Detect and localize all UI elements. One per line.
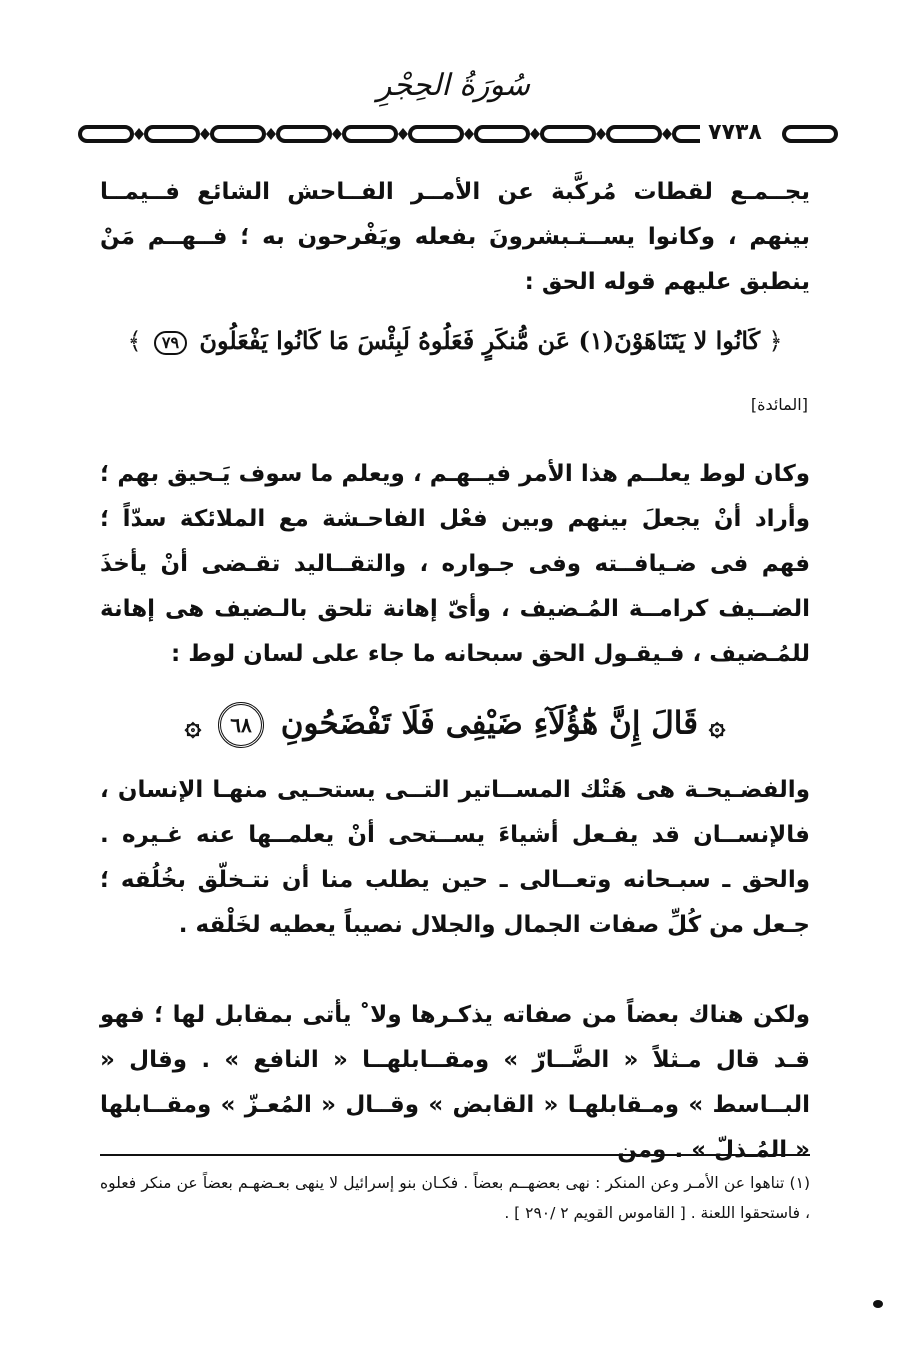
verse-1-number: ٧٩ bbox=[154, 331, 187, 355]
quran-verse-2 bbox=[100, 702, 810, 748]
surah-reference: [المائدة] bbox=[750, 395, 808, 414]
paragraph-1: يجــمـع لقطات مُركَّبة عن الأمــر الفــاحش الشائع فــيمــا بينهم ، وكانوا يســتـبشرونَ بفعله ويَفْرحون به ؛ فــهــم مَنْ ينطبق عليهم قوله الحق : bbox=[100, 179, 810, 295]
quran-verse-1 bbox=[100, 326, 810, 355]
verse-1-text: كَانُوا لا يَتَنَاهَوْنَ(١) عَن مُّنكَرٍ فَعَلُوهُ لَبِئْسَ مَا كَانُوا يَفْعَلُونَ bbox=[199, 326, 761, 355]
footnote-divider bbox=[100, 1154, 810, 1156]
verse-2-number: ٦٨ bbox=[218, 702, 264, 748]
page-mark-dot bbox=[873, 1300, 883, 1308]
floral-ornament-icon: ۞ bbox=[184, 708, 202, 742]
floral-ornament-icon: ۞ bbox=[708, 708, 726, 742]
verse-2-text: قَالَ إِنَّ هَٰٓؤُلَآءِ ضَيْفِى فَلَا تَفْضَحُونِ bbox=[280, 705, 699, 742]
verse-open-brace: ﴿ bbox=[768, 327, 783, 355]
paragraph-4: ولكن هناك بعضاً من صفاته يذكـرها ولا ْ يأتى بمقابل لها ؛ فهو قـد قال مـثلاً « الضَّــارّ » ومقــابلهــا « النافع » . وقال « البــاسط » ومـقابلهـا « القابض » وقــال « المُعـزّ » ومقــابلها « المُـذلّ » . ومن bbox=[100, 1002, 810, 1163]
surah-title: سُورَةُ الحِجْرِ bbox=[376, 68, 531, 103]
paragraph-3: والفضـيحـة هى هَتْك المســاتير التــى يستحـيى منهـا الإنسان ، فالإنســان قد يفـعل أشياءَ يســتحى أنْ يعلمــها عنه غـيره . والحق ـ سبـحانه وتعــالى ـ حين يطلب منا أن نتـخلّق بخُلُقه ؛ جـعل من كُلِّ صفات الجمال والجلال نصيباً يعطيه لخَلْقه . bbox=[100, 777, 810, 938]
paragraph-2: وكان لوط يعلــم هذا الأمر فيــهـم ، ويعلم ما سوف يَـحيق بهم ؛ وأراد أنْ يجعلَ بينهم وبين فعْل الفاحـشة مع الملائكة سدّاً ؛ فهم فى ضـيافــته وفى جـواره ، والتقــاليد تقـضى أنْ يأخذَ الضــيف كرامــة المُـضيف ، وأىّ إهانة تلحق بالـضيف هى إهانة للمُـضيف ، فـيقـول الحق سبحانه ما جاء على لسان لوط : bbox=[100, 461, 810, 667]
verse-close-brace: ﴾ bbox=[127, 327, 142, 355]
page-number: ٧٧٣٨ bbox=[700, 118, 770, 148]
footnote: (١) تناهوا عن الأمـر وعن المنكر : نهى بعضهــم بعضاً . فكـان بنو إسرائيل لا ينهى بعـضهـم بعضاً عن منكر فعلوه ، فاستحقوا اللعنة . [ القاموس القويم ٢ /٢٩٠ ] . bbox=[100, 1174, 810, 1222]
